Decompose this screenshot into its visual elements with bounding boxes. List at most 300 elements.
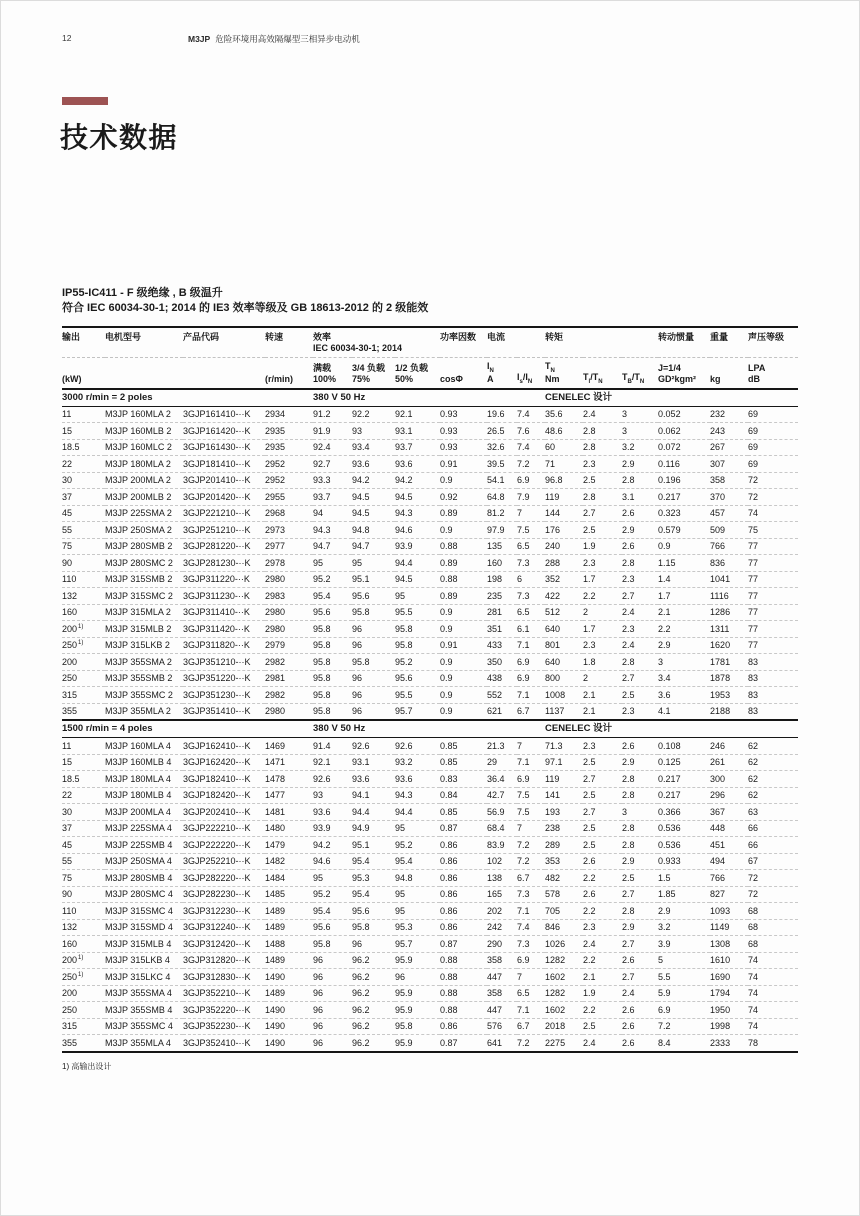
cell-motor-type: M3JP 355SMB 2 [105,670,183,687]
cell-motor-type: M3JP 225SMA 2 [105,505,183,522]
cell-inertia: 0.072 [658,439,710,456]
cell-product-code: 3GJP311230-··K [183,588,265,605]
output-value: 200 [62,988,78,999]
cell-tb-tn-ratio: 2.9 [622,919,658,936]
cell-output-kw [62,837,105,854]
cell-output-kw [62,952,105,969]
cell-tl-tn-ratio: 2.1 [583,703,622,720]
cell-current-in: 165 [487,886,517,903]
cell-tl-tn-ratio: 1.7 [583,571,622,588]
cell-motor-type: M3JP 160MLA 4 [105,740,171,751]
cell-lpa: 83 [748,654,798,671]
cell-torque-tn: 846 [545,919,583,936]
cell-eff-full: 92.4 [313,439,352,456]
cell-tl-tn-ratio: 2.3 [583,456,622,473]
column-header-weight: kg [710,358,748,389]
cell-current-in: 358 [487,985,517,1002]
cell-tb-tn-ratio: 2.8 [622,555,658,572]
cell-eff-full: 94 [313,505,352,522]
cell-torque-tn: 1602 [545,1002,583,1019]
cell-tl-tn-ratio: 2.7 [583,771,622,788]
cell-eff-full: 95.6 [313,604,352,621]
cell-eff-75: 94.7 [352,538,395,555]
cell-weight: 243 [710,423,748,440]
cell-cos-phi: 0.92 [440,489,487,506]
cell-torque-tn: 193 [545,804,583,821]
cell-eff-full: 95.2 [313,886,352,903]
cell-torque-tn: 96.8 [545,472,583,489]
cell-tb-tn-ratio: 2.5 [622,687,658,704]
cell-weight: 300 [710,771,748,788]
column-group-header [313,327,440,358]
cell-current-in: 621 [487,703,517,720]
cell-speed: 2935 [265,423,313,440]
cell-motor-type: M3JP 200MLA 4 [105,804,183,821]
cell-lpa: 72 [748,870,798,887]
column-group-header [265,327,313,358]
cell-speed: 2982 [265,654,313,671]
cell-output-kw [62,787,105,804]
cell-eff-75: 96 [352,936,395,953]
cell-cos-phi: 0.91 [440,456,487,473]
cell-speed: 2952 [265,472,313,489]
cell-eff-75: 93.4 [352,439,395,456]
cell-product-code: 3GJP311420-··K [183,621,265,638]
cell-is-in-ratio: 6.1 [517,621,545,638]
cell-cos-phi: 0.88 [440,952,487,969]
cell-motor-type: M3JP 355MLA 4 [105,1035,183,1052]
cell-eff-full: 91.2 [313,409,331,420]
cell-eff-75: 96 [352,621,395,638]
cell-speed: 1477 [265,787,313,804]
cell-motor-type: M3JP 280SMB 2 [105,538,183,555]
cell-cos-phi: 0.88 [440,969,487,986]
cell-cos-phi: 0.86 [440,903,487,920]
column-group-label: 输出 [62,332,81,342]
cell-tl-tn-ratio: 2.2 [583,1002,622,1019]
column-header-speed: (r/min) [265,358,313,389]
cell-tl-tn-ratio: 2.7 [583,505,622,522]
cell-eff-50: 94.4 [395,555,440,572]
cell-is-in-ratio: 7.1 [517,687,545,704]
cell-tl-tn-ratio: 2.6 [583,886,622,903]
cell-lpa: 83 [748,703,798,720]
cell-lpa: 77 [748,538,798,555]
cell-eff-50: 95.9 [395,1002,440,1019]
column-group-header [62,327,105,358]
cell-eff-75: 95.8 [352,604,395,621]
cell-speed: 1478 [265,771,313,788]
cell-cos-phi: 0.87 [440,1035,487,1052]
output-value: 15 [62,425,73,436]
cell-speed: 1479 [265,837,313,854]
cell-eff-75: 96.2 [352,1002,395,1019]
table-intro [62,286,428,316]
cell-product-code: 3GJP312830-··K [183,969,265,986]
cell-product-code: 3GJP161410-··K [183,409,251,420]
cell-lpa: 68 [748,936,798,953]
column-header-is-in-ratio: $I_s/I_N$ [517,358,545,389]
cell-weight: 370 [710,489,748,506]
cell-product-code: 3GJP351220-··K [183,670,265,687]
cell-eff-75: 95.4 [352,886,395,903]
cell-product-code: 3GJP352410-··K [183,1035,265,1052]
cell-tl-tn-ratio: 2.8 [583,489,622,506]
table-row [62,820,798,837]
cell-inertia: 1.7 [658,588,710,605]
cell-eff-75: 94.9 [352,820,395,837]
cell-product-code: 3GJP312420-··K [183,936,265,953]
cell-current-in: 198 [487,571,517,588]
cell-tl-tn-ratio: 2.4 [583,409,596,420]
cell-is-in-ratio: 7.1 [517,903,545,920]
column-header-cos-phi: cosΦ [440,358,487,389]
cell-tl-tn-ratio: 2.4 [583,1035,622,1052]
column-group-header [105,327,183,358]
cell-speed: 1490 [265,1035,313,1052]
cell-speed: 1490 [265,1018,313,1035]
cell-tl-tn-ratio: 2.8 [583,423,622,440]
cell-eff-full: 95.4 [313,903,352,920]
cell-eff-50: 95.5 [395,604,440,621]
cell-eff-75: 95.8 [352,919,395,936]
cell-weight: 2333 [710,1035,748,1052]
cell-lpa: 74 [748,1002,798,1019]
cell-eff-75: 94.8 [352,522,395,539]
cell-weight: 494 [710,853,748,870]
cell-eff-75: 93.6 [352,456,395,473]
column-group-sublabel: IEC 60034-30-1; 2014 [313,343,403,353]
table-row [62,738,798,755]
group-design: CENELEC 设计 [545,720,798,738]
cell-inertia: 6.9 [658,1002,710,1019]
cell-torque-tn: 1282 [545,985,583,1002]
cell-eff-full: 95.8 [313,670,352,687]
cell-weight: 232 [710,409,726,420]
table-row [62,771,798,788]
cell-torque-tn: 176 [545,522,583,539]
cell-torque-tn: 144 [545,505,583,522]
cell-torque-tn: 35.6 [545,409,563,420]
cell-product-code: 3GJP312240-··K [183,919,265,936]
cell-speed: 1489 [265,903,313,920]
cell-is-in-ratio: 7 [517,969,545,986]
cell-speed: 2955 [265,489,313,506]
output-value: 250 [62,971,78,982]
cell-tb-tn-ratio: 2.9 [622,522,658,539]
output-value: 30 [62,475,73,486]
cell-current-in: 281 [487,604,517,621]
cell-eff-full: 95.6 [313,919,352,936]
cell-motor-type: M3JP 160MLB 2 [105,423,183,440]
cell-tb-tn-ratio: 2.6 [622,1018,658,1035]
cell-tb-tn-ratio: 2.7 [622,886,658,903]
cell-tb-tn-ratio: 2.4 [622,637,658,654]
cell-cos-phi: 0.85 [440,740,458,751]
cell-eff-full: 96 [313,1035,352,1052]
table-row [62,423,798,440]
cell-lpa: 77 [748,555,798,572]
cell-current-in: 19.6 [487,409,505,420]
table-row [62,1002,798,1019]
cell-product-code: 3GJP201420-··K [183,489,265,506]
cell-tl-tn-ratio: 1.9 [583,538,622,555]
cell-torque-tn: 288 [545,555,583,572]
cell-eff-full: 93.9 [313,820,352,837]
table-row [62,654,798,671]
cell-speed: 1490 [265,1002,313,1019]
cell-product-code: 3GJP352210-··K [183,985,265,1002]
group-voltage: 380 V 50 Hz [313,720,545,738]
cell-is-in-ratio: 7.5 [517,804,545,821]
cell-eff-50: 95.7 [395,703,440,720]
footnote: 1) 高输出设计 [62,1061,112,1071]
cell-torque-tn: 800 [545,670,583,687]
cell-tb-tn-ratio: 2.8 [622,654,658,671]
cell-inertia: 0.116 [658,456,710,473]
output-value: 15 [62,757,73,768]
cell-tb-tn-ratio: 2.6 [622,1035,658,1052]
cell-tl-tn-ratio: 2.2 [583,903,622,920]
cell-output-kw [62,703,105,720]
output-value: 315 [62,689,78,700]
cell-cos-phi: 0.88 [440,1002,487,1019]
cell-inertia: 0.323 [658,505,710,522]
table-row [62,969,798,986]
cell-current-in: 160 [487,555,517,572]
cell-tb-tn-ratio: 2.8 [622,903,658,920]
cell-tb-tn-ratio: 2.6 [622,1002,658,1019]
cell-current-in: 447 [487,969,517,986]
cell-eff-75: 96.2 [352,969,395,986]
cell-motor-type: M3JP 180MLB 4 [105,787,183,804]
cell-output-kw [62,456,105,473]
cell-tl-tn-ratio: 2.1 [583,969,622,986]
cell-torque-tn: 512 [545,604,583,621]
cell-eff-75: 96 [352,637,395,654]
cell-current-in: 641 [487,1035,517,1052]
cell-motor-type: M3JP 280SMC 4 [105,886,183,903]
column-header-eff-75: 3/4 负载 75% [352,358,395,389]
cell-cos-phi: 0.87 [440,936,487,953]
cell-tb-tn-ratio: 2.9 [622,754,658,771]
cell-eff-75: 96.2 [352,1018,395,1035]
cell-tb-tn-ratio: 2.6 [622,538,658,555]
cell-is-in-ratio: 7.2 [517,1035,545,1052]
cell-eff-75: 96.2 [352,1035,395,1052]
column-group-label: 效率 [313,332,332,342]
cell-eff-50: 95.9 [395,1035,440,1052]
document-title-series: M3JP [188,34,211,44]
column-group-label: 重量 [710,332,729,342]
cell-cos-phi: 0.86 [440,870,487,887]
cell-motor-type: M3JP 250SMA 4 [105,853,183,870]
cell-inertia: 0.579 [658,522,710,539]
cell-motor-type: M3JP 315LKC 4 [105,969,183,986]
cell-output-kw [62,604,105,621]
cell-inertia: 1.85 [658,886,710,903]
cell-torque-tn: 119 [545,771,583,788]
cell-current-in: 56.9 [487,804,517,821]
column-group-label: 转矩 [545,332,564,342]
cell-eff-75: 93.6 [352,771,395,788]
cell-eff-50: 95.8 [395,621,440,638]
cell-tb-tn-ratio: 3 [622,423,658,440]
cell-lpa: 74 [748,969,798,986]
cell-motor-type: M3JP 315SMB 2 [105,571,183,588]
cell-current-in: 102 [487,853,517,870]
cell-current-in: 351 [487,621,517,638]
cell-eff-75: 93.1 [352,754,395,771]
table-row [62,670,798,687]
cell-torque-tn: 2018 [545,1018,583,1035]
cell-motor-type: M3JP 355SMA 4 [105,985,183,1002]
cell-tb-tn-ratio: 3.2 [622,439,658,456]
output-value: 55 [62,524,73,535]
cell-torque-tn: 578 [545,886,583,903]
cell-current-in: 81.2 [487,505,517,522]
cell-lpa: 69 [748,423,798,440]
cell-eff-full: 93.7 [313,489,352,506]
cell-tb-tn-ratio: 2.7 [622,588,658,605]
output-value: 18.5 [62,442,80,453]
cell-eff-75: 95.1 [352,837,395,854]
cell-inertia: 3.2 [658,919,710,936]
cell-speed: 1469 [265,740,286,751]
cell-weight: 1311 [710,621,748,638]
cell-is-in-ratio: 7.3 [517,936,545,953]
group-title: 3000 r/min = 2 poles [62,389,313,407]
table-row [62,621,798,638]
cell-cos-phi: 0.88 [440,985,487,1002]
cell-eff-full: 92.7 [313,456,352,473]
cell-tb-tn-ratio: 2.9 [622,456,658,473]
cell-current-in: 135 [487,538,517,555]
cell-weight: 296 [710,787,748,804]
cell-eff-50: 95.9 [395,952,440,969]
cell-is-in-ratio: 6.5 [517,538,545,555]
cell-torque-tn: 1008 [545,687,583,704]
cell-output-kw [62,985,105,1002]
cell-cos-phi: 0.84 [440,787,487,804]
cell-motor-type: M3JP 315MLA 2 [105,604,183,621]
cell-is-in-ratio: 6.7 [517,870,545,887]
cell-eff-50: 94.3 [395,787,440,804]
cell-motor-type: M3JP 200MLA 2 [105,472,183,489]
column-group-header [545,327,658,358]
cell-tb-tn-ratio: 2.9 [622,853,658,870]
cell-cos-phi: 0.89 [440,588,487,605]
output-value: 37 [62,823,73,834]
cell-weight: 1286 [710,604,748,621]
output-value: 200 [62,955,78,966]
table-row [62,886,798,903]
group-design: CENELEC 设计 [545,389,798,407]
cell-is-in-ratio: 6 [517,571,545,588]
cell-product-code: 3GJP201410-··K [183,472,265,489]
output-value: 30 [62,806,73,817]
cell-cos-phi: 0.93 [440,409,458,420]
cell-tl-tn-ratio: 2.5 [583,837,622,854]
cell-weight: 1116 [710,588,748,605]
cell-is-in-ratio: 7.1 [517,637,545,654]
cell-motor-type: M3JP 280SMC 2 [105,555,183,572]
cell-is-in-ratio: 7.1 [517,1002,545,1019]
cell-lpa: 67 [748,853,798,870]
cell-eff-75: 94.1 [352,787,395,804]
cell-tl-tn-ratio: 2.2 [583,952,622,969]
output-value: 200 [62,656,78,667]
accent-bar [62,97,108,105]
cell-current-in: 447 [487,1002,517,1019]
cell-product-code: 3GJP162420-··K [183,754,265,771]
cell-eff-50: 95 [395,820,440,837]
cell-inertia: 0.196 [658,472,710,489]
cell-is-in-ratio: 7.9 [517,489,545,506]
cell-eff-full: 92.1 [313,754,352,771]
cell-current-in: 235 [487,588,517,605]
cell-lpa: 75 [748,522,798,539]
cell-torque-tn: 289 [545,837,583,854]
table-row [62,406,798,423]
cell-lpa: 72 [748,489,798,506]
cell-current-in: 202 [487,903,517,920]
cell-output-kw [62,555,105,572]
column-header-current-in: $I_N$ A [487,358,517,389]
cell-eff-full: 94.6 [313,853,352,870]
cell-eff-full: 94.3 [313,522,352,539]
cell-current-in: 68.4 [487,820,517,837]
cell-eff-75: 96 [352,670,395,687]
cell-lpa: 83 [748,687,798,704]
cell-product-code: 3GJP181410-··K [183,456,265,473]
cell-cos-phi: 0.91 [440,637,487,654]
cell-output-kw [62,738,105,755]
cell-tl-tn-ratio: 2.5 [583,754,622,771]
cell-cos-phi: 0.86 [440,886,487,903]
cell-lpa: 62 [748,787,798,804]
cell-torque-tn: 1137 [545,703,583,720]
cell-cos-phi: 0.9 [440,604,487,621]
cell-tl-tn-ratio: 2.4 [583,936,622,953]
cell-output-kw [62,804,105,821]
cell-cos-phi: 0.87 [440,820,487,837]
cell-output-kw [62,637,105,654]
cell-torque-tn: 240 [545,538,583,555]
cell-eff-full: 93 [313,787,352,804]
cell-inertia: 5 [658,952,710,969]
cell-eff-75: 94.5 [352,489,395,506]
cell-tb-tn-ratio: 2.8 [622,837,658,854]
column-header-tb-tn-ratio: $T_B/T_N$ [622,358,658,389]
cell-is-in-ratio: 7 [517,505,545,522]
cell-eff-full: 96 [313,952,352,969]
cell-speed: 1489 [265,952,313,969]
cell-eff-75: 96 [352,703,395,720]
cell-eff-50: 95 [395,886,440,903]
table-row [62,472,798,489]
cell-speed: 1489 [265,985,313,1002]
cell-product-code: 3GJP352220-··K [183,1002,265,1019]
cell-current-in: 576 [487,1018,517,1035]
cell-is-in-ratio: 7.2 [517,853,545,870]
cell-tl-tn-ratio: 1.8 [583,654,622,671]
output-value: 132 [62,590,78,601]
cell-eff-50: 92.1 [395,409,413,420]
cell-eff-full: 91.4 [313,740,331,751]
cell-output-kw [62,571,105,588]
output-value: 11 [62,409,72,420]
